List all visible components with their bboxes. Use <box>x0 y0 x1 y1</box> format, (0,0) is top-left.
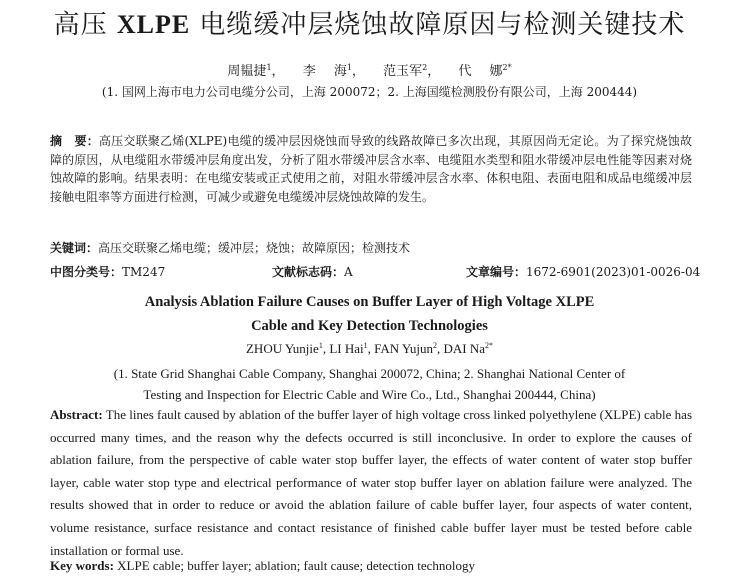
clc-number: 中图分类号：TM247 <box>50 265 166 279</box>
author-cn: 代 娜$^{2*}$ <box>458 63 512 79</box>
abstract-cn-text: 高压交联聚乙烯(XLPE)电缆的缓冲层因烧蚀而导致的线路故障已多次出现，其原因尚无定论。为了探究烧蚀故障的原因，从电缆阻水带缓冲层角度出发，分析了阻水带缓冲层含水率、电缆阻水类型和阻水带缓冲层电性能等因素对烧蚀故障的影响。结果表明：在电缆安装或正式使用之前，对阻水带缓冲层含水率、体积电阻、表面电阻和成品电缆缓冲层接触电阻率等方面进行检测，可减少或避免电缆缓冲层烧蚀故障的发生。 <box>50 134 692 204</box>
paper-title-en-line2: Cable and Key Detection Technologies <box>251 318 488 334</box>
author-en: FAN Yujun$^2$, <box>374 341 444 356</box>
abstract-cn <box>50 132 692 206</box>
affiliation-cn: (1. 国网上海市电力公司电缆分公司，上海 200072；2. 上海国缆检测股份有限公司，上海 200444) <box>101 85 638 99</box>
title-cn-prefix: 高压 <box>53 10 117 40</box>
authors-en <box>0 341 739 357</box>
author-cn: 周韫捷$^1$， <box>227 63 285 79</box>
keywords-en <box>50 558 475 574</box>
paper-title-en-line1: Analysis Ablation Failure Causes on Buffer Layer of High Voltage XLPE <box>144 294 595 310</box>
affiliation-en-line2: Testing and Inspection for Electric Cable and Wire Co., Ltd., Shanghai 200444, China) <box>143 387 596 402</box>
author-cn: 范玉军$^2$， <box>383 63 441 79</box>
abstract-cn-label: 摘 要： <box>50 134 99 148</box>
title-cn-rest: 电缆缓冲层烧蚀故障原因与检测关键技术 <box>190 10 686 40</box>
abstract-en <box>50 404 692 562</box>
keywords-cn-label: 关键词： <box>50 241 99 255</box>
keywords-en-label: Key words: <box>50 558 114 573</box>
document-code: 文献标志码：A <box>272 265 353 279</box>
keywords-cn <box>50 239 692 256</box>
title-cn-latin: XLPE <box>116 10 191 39</box>
author-en: LI Hai$^1$, <box>329 341 375 356</box>
authors-cn <box>0 60 739 79</box>
article-number: 文章编号：1672-6901(2023)01-0026-04 <box>466 265 701 279</box>
author-en: DAI $Na^{2*}$ <box>443 341 493 356</box>
keywords-en-text: XLPE cable; buffer layer; ablation; fault cause; detection technology <box>117 558 476 573</box>
abstract-en-label: Abstract: <box>50 407 103 422</box>
abstract-en-text: The lines fault caused by ablation of the buffer layer of high voltage cross linked polyethylene (XLPE) cable has occurred many times, and the reason why the defects occurred is still inconclusive. In order to explore the causes of ablation failure, from the perspective of cable water stop buffer layer, the effects of water content of water stop buffer layer, cable water stop type and electrical performance of water stop buffer layer on ablation failure were analyzed. The results showed that in order to reduce or avoid the ablation failure of cable buffer layer, four aspects of water content, volume resistance, surface resistance and contact resistance of finished cable buffer layer must be tested before cable installation or formal use. <box>50 407 693 558</box>
keywords-cn-text: 高压交联聚乙烯电缆；缓冲层；烧蚀；故障原因；检测技术 <box>98 241 411 255</box>
author-cn: 李 海$^1$， <box>302 63 365 79</box>
affiliation-en <box>0 363 739 405</box>
author-en: ZHOU Yunjie$^1$, <box>245 341 330 356</box>
affiliation-en-line1: (1. State Grid Shanghai Cable Company, Shanghai 200072, China; 2. Shanghai National Center of <box>113 366 626 381</box>
paper-title-cn <box>0 4 739 41</box>
